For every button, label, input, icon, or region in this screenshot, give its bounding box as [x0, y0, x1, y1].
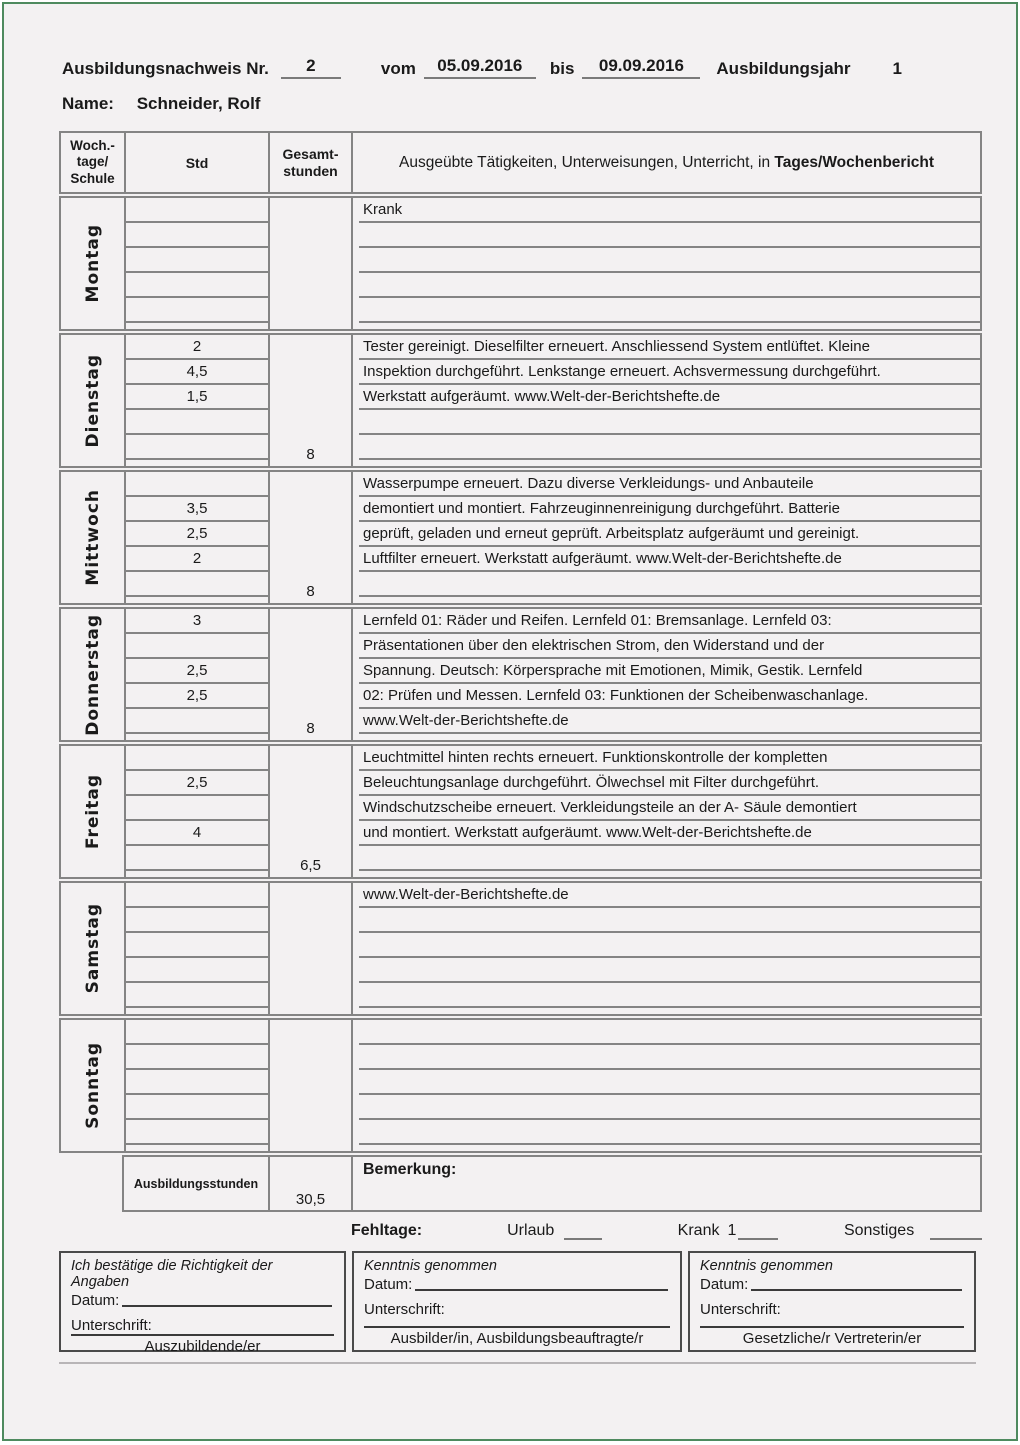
report-line: demontiert und montiert. Fahrzeuginnenreinigung durchgeführt. Batterie — [359, 497, 980, 522]
report-lines-column — [351, 198, 980, 329]
day-label-cell — [61, 198, 124, 329]
bis-label: bis — [549, 59, 575, 78]
report-lines-column — [351, 472, 980, 603]
day-block — [59, 744, 982, 879]
report-line — [359, 410, 980, 435]
signature-role: Ausbilder/in, Ausbildungsbeauftragte/r — [390, 1330, 644, 1347]
std-cell: 4 — [126, 821, 268, 846]
report-line: www.Welt-der-Berichtshefte.de — [359, 709, 980, 734]
report-lines-column — [351, 335, 980, 466]
std-cell — [126, 983, 268, 1008]
report-line — [359, 983, 980, 1008]
report-line: Lernfeld 01: Räder und Reifen. Lernfeld 01: Bremsanlage. Lernfeld 03: — [359, 609, 980, 634]
day-label-cell — [61, 883, 124, 1014]
day-name: Samstag — [82, 903, 103, 994]
std-cell — [126, 933, 268, 958]
table-header-row — [59, 131, 982, 194]
document-title-row — [62, 56, 976, 79]
day-name: Freitag — [82, 773, 103, 850]
total-hours-cell: 8 — [268, 335, 351, 466]
day-block — [59, 470, 982, 605]
total-hours-cell: 8 — [268, 609, 351, 740]
bottom-divider — [59, 1362, 976, 1364]
report-line: Leuchtmittel hinten rechts erneuert. Funktionskontrolle der kompletten — [359, 746, 980, 771]
std-column — [124, 883, 268, 1014]
signature-role: Auszubildende/er — [144, 1338, 261, 1355]
krank-label: Krank — [677, 1222, 720, 1239]
std-cell — [126, 746, 268, 771]
weekly-report-table — [59, 131, 982, 1240]
report-line: Spannung. Deutsch: Körpersprache mit Emotionen, Mimik, Gestik. Lernfeld — [359, 659, 980, 684]
std-column — [124, 609, 268, 740]
report-line: Windschutzscheibe erneuert. Verkleidungsteile an der A- Säule demontiert — [359, 796, 980, 821]
total-hours-cell: 6,5 — [268, 746, 351, 877]
column-header-total-hours: Gesamt- stunden — [268, 133, 351, 192]
day-block — [59, 196, 982, 331]
total-hours-cell: 8 — [268, 472, 351, 603]
report-line: 02: Prüfen und Messen. Lernfeld 03: Funktionen der Scheibenwaschanlage. — [359, 684, 980, 709]
document-title: Ausbildungsnachweis Nr. — [62, 59, 269, 78]
krank-blank-line — [738, 1224, 778, 1240]
std-cell: 2,5 — [126, 522, 268, 547]
absence-label: Fehltage: — [351, 1222, 423, 1239]
report-line: Beleuchtungsanlage durchgeführt. Ölwechsel mit Filter durchgeführt. — [359, 771, 980, 796]
report-number-field: 2 — [281, 56, 341, 79]
std-cell — [126, 435, 268, 460]
std-column — [124, 746, 268, 877]
day-block — [59, 607, 982, 742]
remark-label: Bemerkung: — [351, 1157, 980, 1210]
day-label-cell — [61, 335, 124, 466]
report-line: geprüft, geladen und erneut geprüft. Arbeitsplatz aufgeräumt und gereinigt. — [359, 522, 980, 547]
unterschrift-label: Unterschrift: — [700, 1301, 781, 1318]
report-line: Luftfilter erneuert. Werkstatt aufgeräumt. www.Welt-der-Berichtshefte.de — [359, 547, 980, 572]
sonstiges-label: Sonstiges — [843, 1222, 915, 1239]
std-cell — [126, 1020, 268, 1045]
std-cell — [126, 958, 268, 983]
day-block — [59, 881, 982, 1016]
std-cell — [126, 248, 268, 273]
unterschrift-label: Unterschrift: — [71, 1317, 152, 1334]
sonstiges-blank-line — [930, 1224, 982, 1240]
total-hours-cell — [268, 883, 351, 1014]
std-cell: 3 — [126, 609, 268, 634]
std-cell — [126, 273, 268, 298]
report-line — [359, 273, 980, 298]
signature-heading: Kenntnis genommen — [364, 1258, 497, 1274]
training-year-value: 1 — [892, 59, 902, 78]
std-column — [124, 1020, 268, 1151]
std-cell — [126, 796, 268, 821]
report-line — [359, 223, 980, 248]
std-cell — [126, 1095, 268, 1120]
std-cell: 2,5 — [126, 684, 268, 709]
report-line — [359, 1120, 980, 1145]
day-block — [59, 333, 982, 468]
report-line — [359, 908, 980, 933]
std-cell — [126, 1070, 268, 1095]
std-cell: 2 — [126, 335, 268, 360]
report-line: Krank — [359, 198, 980, 223]
report-line — [359, 958, 980, 983]
std-cell: 4,5 — [126, 360, 268, 385]
report-lines-column — [351, 746, 980, 877]
column-header-weekdays: Woch.- tage/ Schule — [70, 138, 115, 186]
std-cell — [126, 883, 268, 908]
datum-label: Datum: — [700, 1276, 749, 1293]
vom-label: vom — [380, 59, 416, 78]
std-cell: 2 — [126, 547, 268, 572]
report-line: Wasserpumpe erneuert. Dazu diverse Verkleidungs- und Anbauteile — [359, 472, 980, 497]
report-line — [359, 1045, 980, 1070]
report-line — [359, 846, 980, 871]
report-line: Präsentationen über den elektrischen Strom, den Widerstand und der — [359, 634, 980, 659]
datum-blank-line — [415, 1276, 668, 1291]
day-label-cell — [61, 746, 124, 877]
total-hours-cell — [268, 1020, 351, 1151]
report-line — [359, 298, 980, 323]
training-hours-total: 30,5 — [268, 1157, 351, 1210]
signature-box — [59, 1251, 346, 1355]
report-line — [359, 1020, 980, 1045]
datum-label: Datum: — [364, 1276, 413, 1293]
absence-row — [351, 1222, 982, 1240]
day-label-cell — [61, 609, 124, 740]
std-cell: 2,5 — [126, 771, 268, 796]
day-name: Montag — [82, 224, 103, 303]
std-cell: 3,5 — [126, 497, 268, 522]
report-line: Inspektion durchgeführt. Lenkstange erneuert. Achsvermessung durchgeführt. — [359, 360, 980, 385]
std-cell — [126, 634, 268, 659]
column-header-activities: Ausgeübte Tätigkeiten, Unterweisungen, Unterricht, in Tages/Wochenbericht — [351, 133, 980, 192]
std-cell — [126, 572, 268, 597]
day-block — [59, 1018, 982, 1153]
report-line — [359, 1095, 980, 1120]
std-cell — [126, 298, 268, 323]
day-label-cell — [61, 1020, 124, 1151]
signature-box — [352, 1251, 682, 1352]
std-cell — [126, 198, 268, 223]
day-blocks — [59, 196, 982, 1153]
signature-heading: Kenntnis genommen — [700, 1258, 833, 1274]
name-value: Schneider, Rolf — [136, 94, 261, 113]
report-line — [359, 933, 980, 958]
datum-blank-line — [751, 1276, 962, 1291]
total-hours-cell — [268, 198, 351, 329]
std-column — [124, 198, 268, 329]
report-lines-column — [351, 883, 980, 1014]
name-row — [62, 94, 260, 114]
krank-value: 1 — [727, 1222, 737, 1239]
datum-label: Datum: — [71, 1292, 120, 1309]
report-lines-column — [351, 609, 980, 740]
name-label: Name: — [62, 94, 114, 113]
std-cell — [126, 846, 268, 871]
std-cell — [126, 709, 268, 734]
urlaub-label: Urlaub — [507, 1222, 555, 1239]
day-name: Dienstag — [82, 353, 103, 448]
document-page — [2, 2, 1018, 1441]
training-hours-label: Ausbildungsstunden — [133, 1176, 259, 1191]
std-cell — [126, 1120, 268, 1145]
report-line — [359, 435, 980, 460]
day-name: Mittwoch — [82, 489, 103, 586]
std-cell — [126, 908, 268, 933]
date-to-field: 09.09.2016 — [582, 56, 700, 79]
report-line: www.Welt-der-Berichtshefte.de — [359, 883, 980, 908]
report-line: und montiert. Werkstatt aufgeräumt. www.Welt-der-Berichtshefte.de — [359, 821, 980, 846]
report-line: Werkstatt aufgeräumt. www.Welt-der-Berichtshefte.de — [359, 385, 980, 410]
signature-heading: Ich bestätige die Richtigkeit der Angaben — [71, 1258, 273, 1290]
column-header-std: Std — [124, 133, 268, 192]
datum-blank-line — [122, 1292, 332, 1307]
std-cell — [126, 1045, 268, 1070]
std-cell: 1,5 — [126, 385, 268, 410]
std-column — [124, 335, 268, 466]
day-name: Sonntag — [82, 1042, 103, 1129]
report-line — [359, 248, 980, 273]
day-name: Donnerstag — [82, 613, 103, 736]
day-label-cell — [61, 472, 124, 603]
std-cell — [126, 472, 268, 497]
report-lines-column — [351, 1020, 980, 1151]
report-line — [359, 572, 980, 597]
std-cell — [126, 223, 268, 248]
report-line: Tester gereinigt. Dieselfilter erneuert. Anschliessend System entlüftet. Kleine — [359, 335, 980, 360]
summary-left-spacer — [59, 1155, 122, 1212]
summary-row — [59, 1155, 982, 1212]
std-column — [124, 472, 268, 603]
std-cell: 2,5 — [126, 659, 268, 684]
signature-section — [59, 1251, 976, 1355]
urlaub-blank-line — [564, 1224, 601, 1240]
unterschrift-label: Unterschrift: — [364, 1301, 445, 1318]
training-year-label: Ausbildungsjahr — [716, 59, 851, 78]
date-from-field: 05.09.2016 — [424, 56, 536, 79]
signature-role: Gesetzliche/r Vertreterin/er — [742, 1330, 922, 1347]
signature-box — [688, 1251, 976, 1352]
report-line — [359, 1070, 980, 1095]
std-cell — [126, 410, 268, 435]
